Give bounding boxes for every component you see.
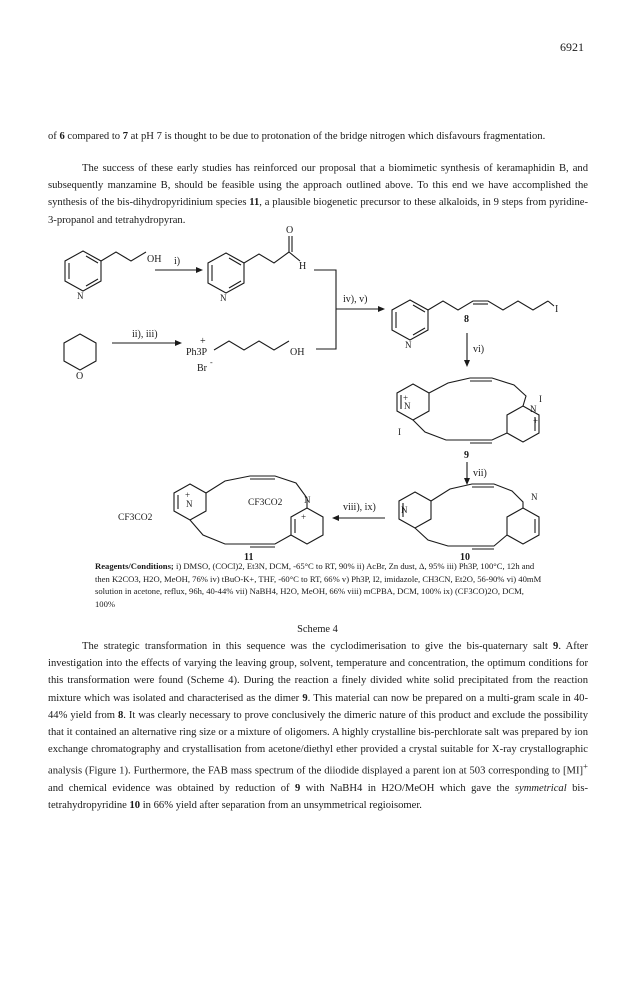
label-br-minus: - (210, 358, 213, 367)
emphasis-symmetrical: symmetrical (514, 783, 567, 795)
phosphonium-chain (214, 341, 289, 350)
p3-text: The strategic transformation in this sequence was the cyclodimerisation to give the bis-quaternary salt (82, 641, 554, 652)
label-oh-bottom: OH (290, 347, 305, 358)
label-iodide-9b: I (539, 394, 542, 404)
label-plus-9a: + (403, 393, 409, 403)
arrowhead-step-vii (464, 478, 470, 485)
label-iodo: I (555, 304, 559, 315)
label-plus-11b: + (301, 512, 307, 522)
compound-7-ref: 7 (122, 131, 129, 142)
label-step-iv-v: iv), v) (343, 294, 368, 305)
scheme-caption: Scheme 4 (297, 624, 338, 635)
arrowhead-step-iv-v (378, 306, 385, 312)
label-compound-9: 9 (464, 450, 469, 461)
arrowhead-step-viii-ix (332, 515, 339, 521)
label-aldehyde-h: H (299, 261, 307, 272)
label-br: Br (197, 363, 207, 374)
reagents-conditions (95, 560, 545, 610)
label-step-viii-ix: viii), ix) (343, 502, 376, 513)
compound-11-ref: 11 (249, 197, 260, 209)
paragraph-3 (48, 638, 588, 815)
label-plus-p: + (200, 336, 206, 347)
label-compound-11: 11 (244, 552, 254, 560)
label-cf3co2-right: CF3CO2 (248, 498, 283, 508)
label-oh-top: OH (147, 254, 162, 265)
p3-text: . After investigation into the effects of varying the leaving group, solvent, temperature and concentration, the optimum conditions for this transformation were found (Scheme 4). During the reaction a finely divided white solid precipitated from the reaction mixture which was isolated and characterised as the dimer (48, 641, 588, 704)
label-n-pyridine-2: N (220, 293, 227, 303)
page-number: 6921 (560, 40, 584, 54)
label-compound-8: 8 (464, 314, 469, 325)
label-step-ii-iii: ii), iii) (132, 329, 158, 340)
p3-text: and chemical evidence was obtained by reduction of (48, 783, 295, 795)
label-n-9a: N (404, 401, 411, 411)
label-n-11a: N (186, 499, 193, 509)
compound-9-ref: 9 (302, 692, 308, 704)
compound-8-ref: 8 (117, 709, 124, 721)
compound-8-structure (392, 300, 554, 340)
label-n-10a: N (401, 505, 408, 515)
label-plus-11a: + (185, 490, 191, 500)
tetrahydropyran-structure (64, 334, 96, 370)
p2-text: , a plausible biogenetic precursor to these alkaloids, in 9 steps from pyridine-3-propanol and tetrahydropyran. (48, 197, 588, 226)
p1-text: compared to (64, 131, 123, 142)
label-compound-10: 10 (460, 552, 470, 560)
compound-9-ref: 9 (553, 641, 559, 652)
pyridine-aldehyde-structure (208, 236, 300, 293)
label-n-9b: N (530, 404, 537, 414)
convergent-bracket (314, 270, 336, 349)
p2-text: The success of these early studies has reinforced our proposal that a biomimetic synthesis of keramaphidin B, and subsequently manzamine B, should be feasible using the approach outlined above. To this end we have accomplished the synthesis of the bis-dihydropyridinium species (48, 163, 588, 209)
label-n-11b: N (304, 495, 311, 505)
p3-text: with NaBH4 in H2O/MeOH which gave the (300, 783, 515, 795)
label-iodide-9a: I (398, 427, 401, 437)
p1-text: of (48, 131, 60, 142)
label-ph3p: Ph3P (186, 347, 208, 358)
p3-text: . This material can now be prepared on a multi-gram scale in 40-44% yield from (48, 692, 588, 721)
label-step-i: i) (174, 256, 181, 267)
compound-9-ref: 9 (294, 783, 301, 795)
compound-9-structure (397, 378, 539, 443)
reagents-text: i) DMSO, (COCl)2, Et3N, DCM, -65°C to RT, 90% ii) AcBr, Zn dust, Δ, 95% iii) Ph3P, 100°C, 12h and then K2CO3, H2O, MeOH, 76% iv) tBuO-K+, THF, -60°C to RT, 66% v) Ph3P, I2, imidazole, CH3CN, Et2O, 56-90% vi) 40mM solution in acetone, reflux, 96h, 40-44% vii) NaBH4, H2O, MeOH, 66% viii) mCPBA, DCM, 100% ix) (CF3CO)2O, DCM, 100% (95, 561, 542, 609)
label-step-vii: vii) (473, 468, 487, 479)
label-step-vi: vi) (473, 344, 485, 355)
label-n-8: N (405, 340, 412, 350)
p3-text: bis-tetrahydropyridine (48, 783, 588, 812)
compound-10-structure (399, 484, 539, 549)
label-thp-o: O (76, 371, 84, 382)
label-n-pyridine-1: N (77, 291, 84, 301)
label-cf3co2-left: CF3CO2 (118, 513, 153, 523)
arrowhead-step-ii-iii (175, 340, 182, 346)
label-aldehyde-o: O (286, 225, 294, 236)
pyridine-propanol-structure (65, 251, 146, 291)
label-n-10b: N (531, 492, 538, 502)
superscript-plus: + (583, 761, 588, 772)
p3-text: . It was clearly necessary to prove conclusively the dimeric nature of this product and exclude the possibility that it contained an alternative ring size or a mixture of oligomers. A highly crystalline bis-perchlorate salt was prepared by ion exchange chromatography and crystallisation from acetone/diethyl ether provided a crystal suitable for X-ray crystallographic analysis (Figure 1). Furthermore, the FAB mass spectrum of the diiodide displayed a parent ion at 503 corresponding to [MI] (48, 709, 588, 777)
compound-6-ref: 6 (59, 131, 65, 142)
compound-10-ref: 10 (129, 800, 141, 812)
p1-text: at pH 7 is thought to be due to protonation of the bridge nitrogen which disfavours fragmentation. (128, 131, 546, 142)
label-plus-9b: + (533, 416, 539, 426)
arrowhead-step-i (196, 267, 203, 273)
arrowhead-step-vi (464, 360, 470, 367)
p3-text: in 66% yield after separation from an unsymmetrical regioisomer. (140, 800, 422, 812)
reagents-heading: Reagents/Conditions; (95, 561, 174, 571)
